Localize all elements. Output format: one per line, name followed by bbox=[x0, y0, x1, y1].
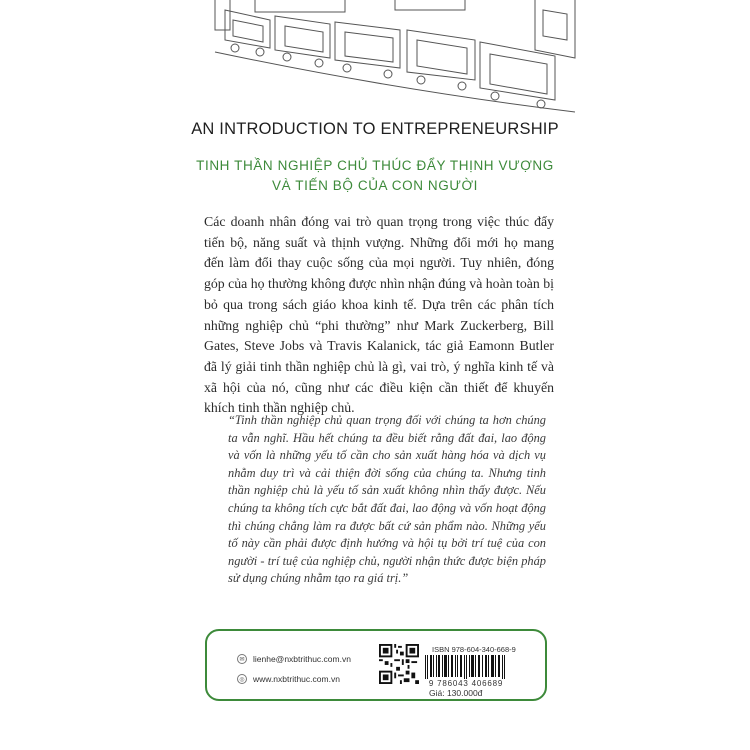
website-row bbox=[237, 674, 340, 684]
book-description: Các doanh nhân đóng vai trò quan trọng trong việc thúc đẩy tiến bộ, năng suất và thịnh vượng. Những đổi mới họ mang đến làm đổi thay cuộc sống của mọi người. Tuy nhiên, đóng góp của họ thường không được nhìn nhận đúng và hoàn toàn bị bỏ qua trong sách giáo khoa kinh tế. Dựa trên các phân tích những nghiệp chủ “phi thường” như Mark Zuckerberg, Bill Gates, Steve Jobs và Travis Kalanick, tác giả Eamonn Butler đã lý giải tinh thần nghiệp chủ là gì, vai trò, ý nghĩa kinh tế và xã hội của nó, cũng như các điều kiện cần thiết để khuyến khích tinh thần nghiệp chủ. bbox=[204, 214, 554, 416]
book-subtitle bbox=[0, 156, 750, 196]
publisher-footer bbox=[205, 629, 547, 701]
barcode-number: 9 786043 406689 bbox=[428, 679, 504, 688]
subtitle-line-1: TINH THẦN NGHIỆP CHỦ THÚC ĐẨY THỊNH VƯỢNG bbox=[196, 158, 554, 173]
book-quote: “Tinh thần nghiệp chủ quan trọng đối với chúng ta hơn chúng ta vẫn nghĩ. Hầu hết chúng ta đều biết rằng đất đai, lao động và vốn là những yếu tố cần cho sản xuất hàng hóa và dịch vụ nhằm duy trì và cải thiện đời sống của chúng ta. Nhưng tinh thần nghiệp chủ là yếu tố sản xuất không nhìn thấy được. Nếu chúng ta không tích cực bắt đất đai, lao động và vốn hoạt động thì chúng chẳng làm ra được bất cứ sản phẩm nào. Những yếu tố này cần phải được định hướng và hội tụ bởi trí tuệ của con người - trí tuệ của nghiệp chủ, người nhận thức được biện pháp sử dụng chúng nhằm tạo ra giá trị.” bbox=[228, 413, 546, 586]
train-illustration bbox=[195, 0, 580, 118]
contact-icon: ✉ bbox=[237, 654, 247, 664]
qr-code-icon bbox=[379, 644, 419, 684]
email-row bbox=[237, 654, 351, 664]
isbn-label: ISBN 978-604-340-668-9 bbox=[432, 645, 516, 654]
subtitle-line-2: VÀ TIẾN BỘ CỦA CON NGƯỜI bbox=[271, 178, 479, 193]
website-text: www.nxbtrithuc.com.vn bbox=[253, 674, 340, 684]
globe-icon: ◎ bbox=[237, 674, 247, 684]
book-title: AN INTRODUCTION TO ENTREPRENEURSHIP bbox=[191, 120, 559, 138]
price-label: Giá: 130.000đ bbox=[429, 688, 483, 698]
email-text: lienhe@nxbtrithuc.com.vn bbox=[253, 654, 351, 664]
barcode-icon bbox=[425, 655, 507, 679]
